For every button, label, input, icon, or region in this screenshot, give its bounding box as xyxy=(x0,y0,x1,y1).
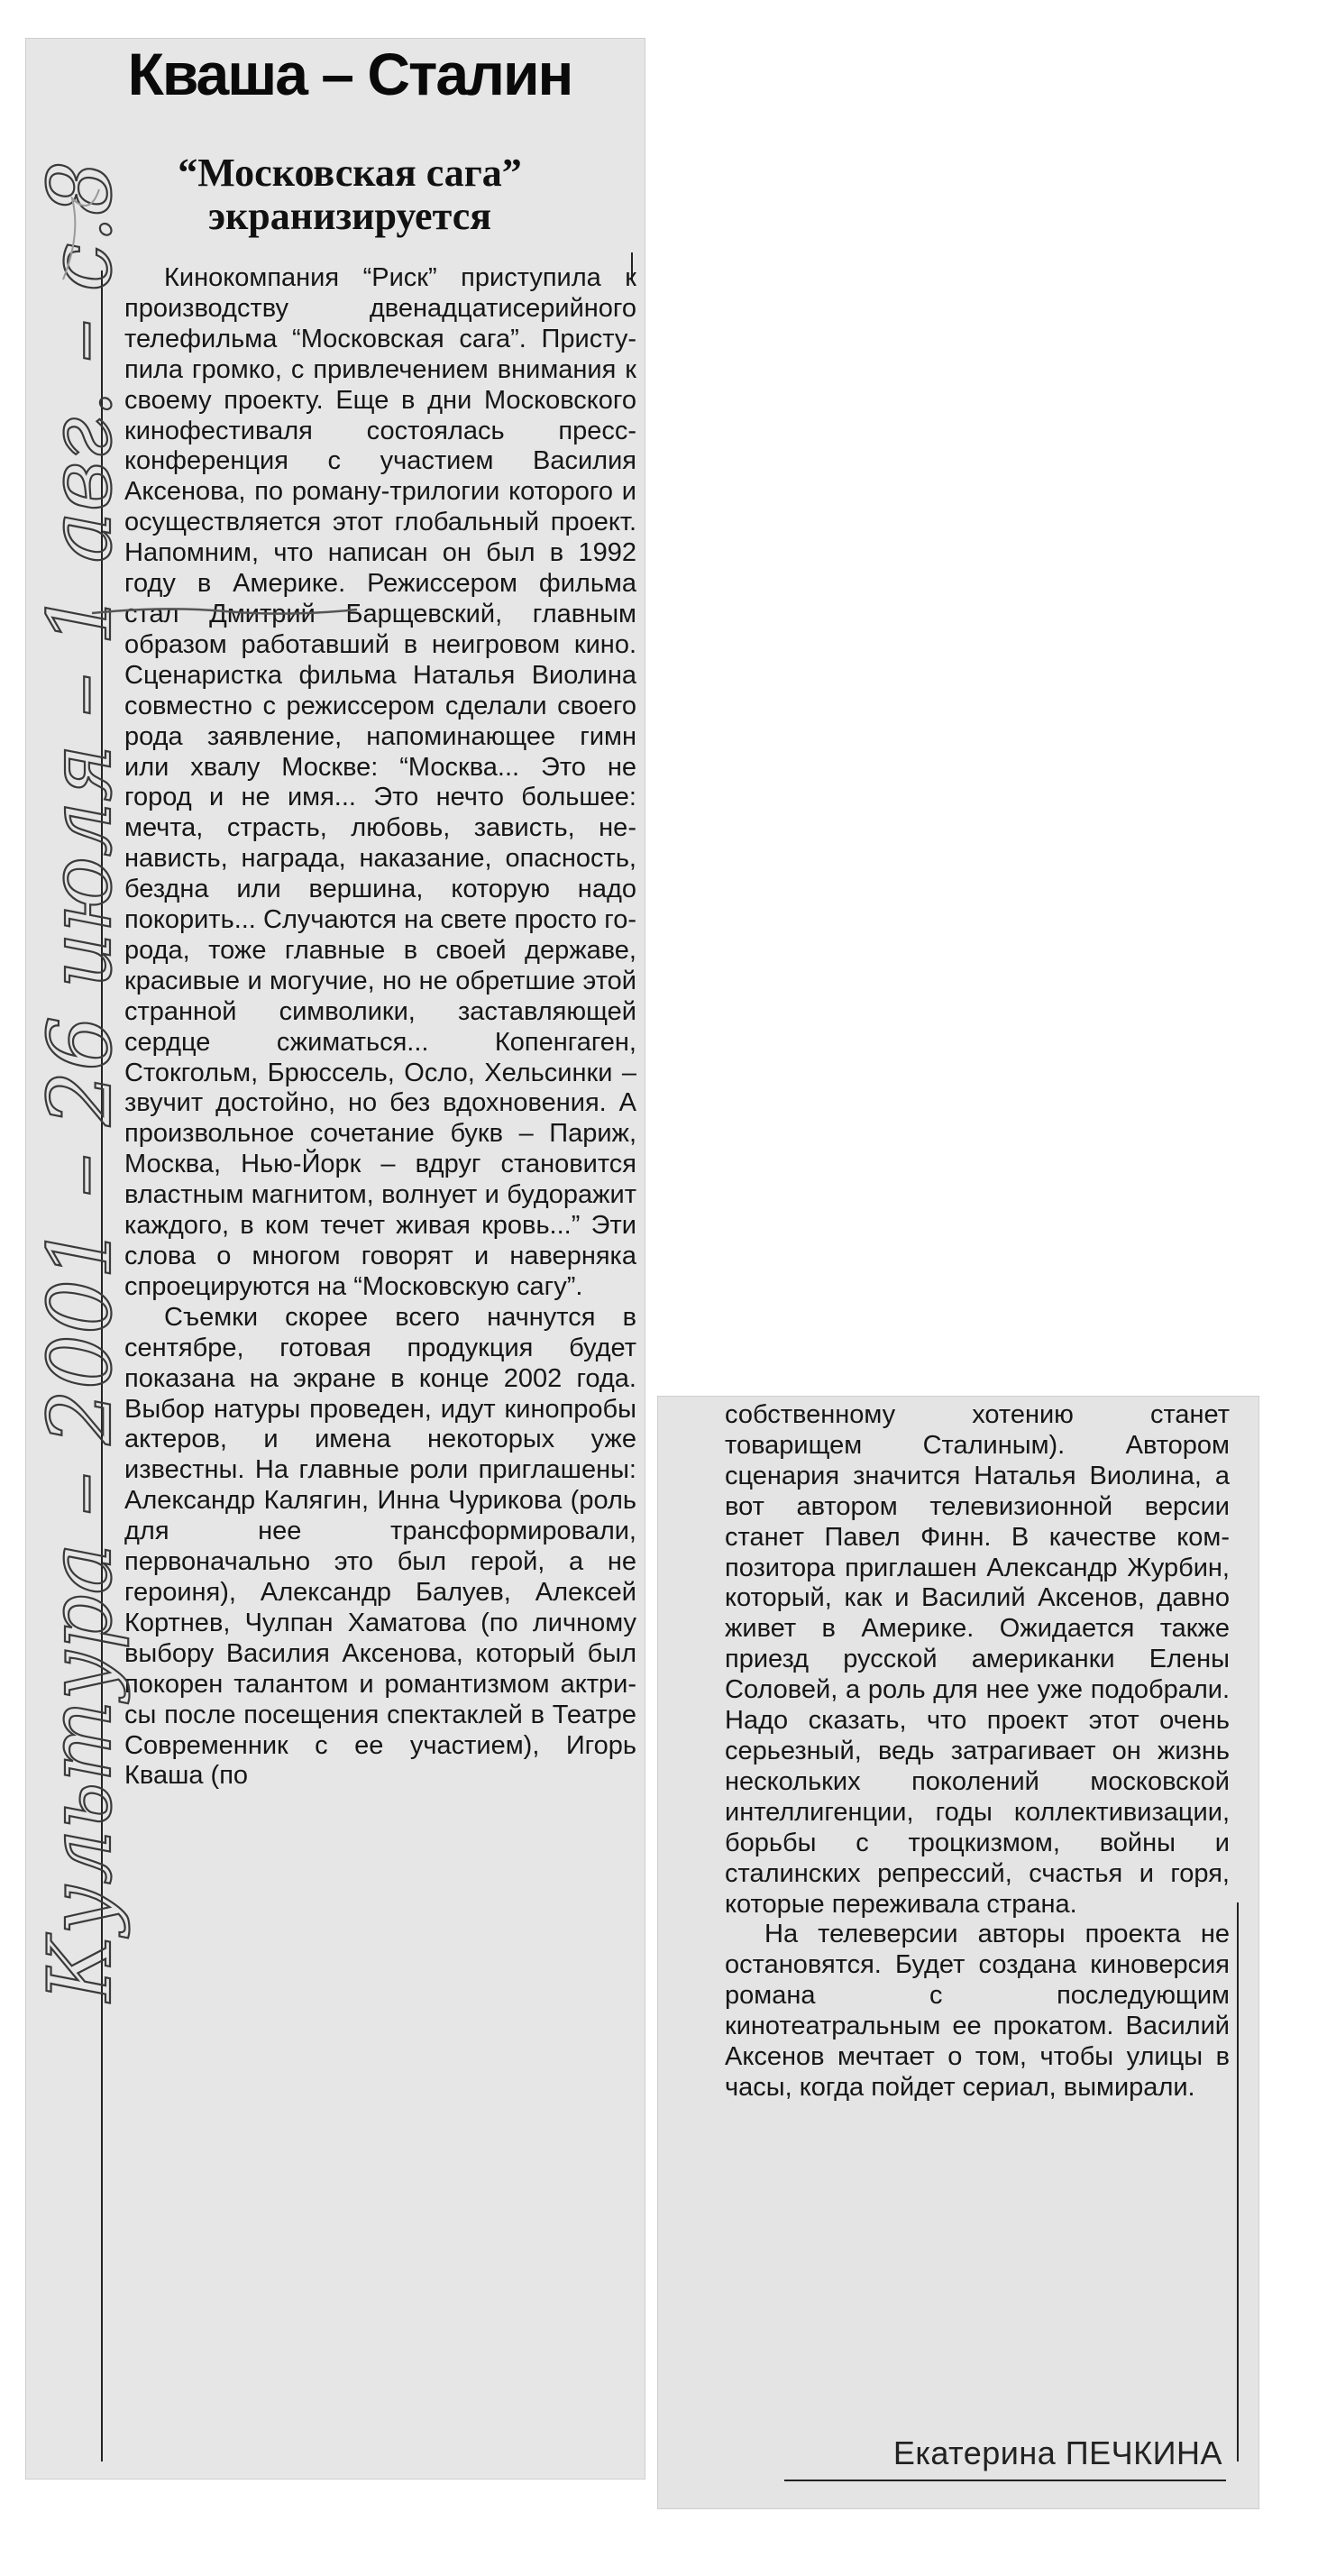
handwriting-svg xyxy=(11,160,146,2038)
article-column-1 xyxy=(124,263,636,2465)
pencil-underline xyxy=(90,602,361,620)
headline: Кваша – Сталин xyxy=(127,41,572,107)
paragraph: Кинокомпания “Риск” приступила к производству двенадцатисерийного телефильма “Московская сага”. Приступила громко, с привлечением внимания к своему проекту. Еще в дни Московского кинофестиваля состоялась пресс-конференция с участием Василия Аксенова, по роману-трилогии которого и осуществляется этот глобальный проект. Напомним, что написан он был в 1992 году в Америке. Режиссером фильма стал Дмитрий Барщевский, главным образом работавший в неигровом кино. Сценаристка фильма Наталья Виолина совместно с режиссером сделали своего рода заявление, напоминающее гимн или хвалу Москве: “Москва... Это не город и не имя... Это нечто большее: мечта, страсть, любовь, зависть, ненависть, награда, наказание, опасность, бездна или вершина, которую надо покорить... Случаются на свете просто города, тоже главные в своей державе, красивые и могучие, но не обретшие этой странной символики, заставляющей сердце сжиматься... Копенгаген, Стокгольм, Брюссель, Осло, Хельсинки – звучит достойно, но без вдохновения. А произвольное сочетание букв – Париж, Москва, Нью-Йорк – вдруг становится властным магнитом, волнует и будоражит каждого, в ком течет живая кровь...” Эти слова о многом говорят и наверняка спроецируются на “Московскую сагу”. xyxy=(124,263,636,1301)
handwritten-text: Культура – 2001 – 26 июля – 1 авг. – с.8 xyxy=(30,160,131,2002)
subheadline: “Московская сага” экранизируется xyxy=(178,151,522,239)
column-rule-right xyxy=(1237,1902,1239,2461)
byline: Екатерина ПЕЧКИНА xyxy=(892,2434,1222,2471)
handwritten-source-note xyxy=(11,160,146,2038)
article-column-2 xyxy=(725,1400,1230,2482)
pencil-margin-mark xyxy=(45,180,117,289)
paragraph: Съемки скорее всего начнутся в сентябре, готовая продукция будет показана на экране в конце 2002 года. Выбор натуры проведен, идут кинопробы актеров, и имена некоторых уже известны. На главные роли приглашены: Александр Калягин, Инна Чурикова (роль для нее трансформировали, первоначально это был герой, а не героиня), Александр Балуев, Алексей Кортнев, Чулпан Хаматова (по личному выбору Василия Аксенова, который был покорен талантом и романтизмом актрисы после посещения спектаклей в Театре Современник с ее участием), Игорь Кваша (по xyxy=(124,1302,636,1791)
paragraph: собственному хотению станет товарищем Сталиным). Автором сценария значится Наталья Виолина, а вот автором телевизионной версии станет Павел Финн. В качестве композитора приглашен Александр Журбин, который, как и Василий Аксенов, давно живет в Америке. Ожидается также приезд русской американки Елены Соловей, а роль для нее уже подобрали. Надо сказать, что проект этот очень серьезный, ведь затрагивает он жизнь нескольких поколений московской интеллигенции, годы коллективизации, борьбы с троцкизмом, войны и сталинских репрессий, счастья и горя, которые переживала страна. xyxy=(725,1400,1230,1919)
byline-underline xyxy=(784,2480,1226,2481)
paragraph: На телеверсии авторы проекта не остановятся. Будет создана киноверсия романа с последующим кинотеатральным ее прокатом. Василий Аксенов мечтает о том, чтобы улицы в часы, когда пойдет сериал, вымирали. xyxy=(725,1920,1230,2102)
